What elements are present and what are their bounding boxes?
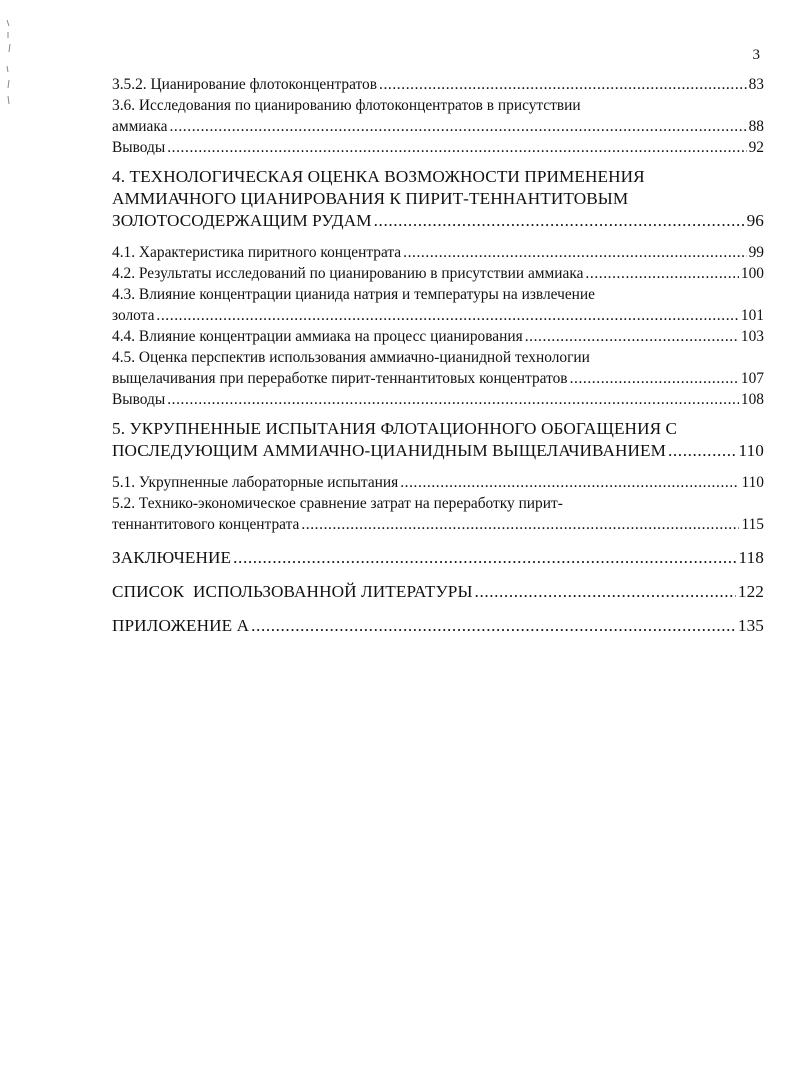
toc-entry-title-line: 3.6. Исследования по цианированию флотоконцентратов в присутствии	[112, 97, 581, 114]
toc-entry-3-6[interactable]	[112, 95, 764, 137]
toc-entry-page: 110	[741, 474, 764, 491]
toc-entry-4-5[interactable]	[112, 347, 764, 389]
toc-entry-conclusions-4[interactable]	[112, 389, 764, 410]
dot-leader	[400, 472, 739, 493]
toc-entry-title: 3.5.2. Цианирование флотоконцентратов	[112, 76, 378, 93]
toc-entry-page: 122	[737, 582, 764, 601]
dot-leader	[525, 326, 739, 347]
toc-entry-page: 100	[740, 265, 764, 282]
dot-leader	[585, 263, 738, 284]
toc-chapter-4[interactable]	[112, 166, 764, 232]
toc-entry-page: 92	[748, 139, 764, 156]
toc-entry-page: 83	[748, 76, 764, 93]
dot-leader	[403, 242, 746, 263]
toc-entry-title: Выводы	[112, 391, 166, 408]
toc-entry-page: 108	[740, 391, 764, 408]
toc-entry-title-line: 4.3. Влияние концентрации цианида натрия и температуры на извлечение	[112, 286, 595, 303]
toc-entry-page: 99	[748, 244, 764, 261]
toc-entry-title: аммиака	[112, 118, 168, 135]
toc-entry-page: 115	[741, 516, 764, 533]
dot-leader	[169, 116, 746, 137]
toc-entry-title: золота	[112, 307, 155, 324]
toc-entry-5-2[interactable]	[112, 493, 764, 535]
toc-entry-3-5-2[interactable]	[112, 74, 764, 95]
toc-entry-4-3[interactable]	[112, 284, 764, 326]
toc-entry-title: 4.4. Влияние концентрации аммиака на процесс цианирования	[112, 328, 523, 345]
toc-entry-title: 4.1. Характеристика пиритного концентрата	[112, 244, 402, 261]
dot-leader	[668, 440, 737, 462]
scan-artifact-marks	[4, 18, 12, 108]
page-number: 3	[752, 47, 760, 63]
toc-appendix-a[interactable]	[112, 615, 764, 637]
toc-entry-page: 118	[738, 548, 764, 567]
toc-chapter-5[interactable]	[112, 418, 764, 462]
toc-entry-title-line: 4.5. Оценка перспектив использования аммиачно-цианидной технологии	[112, 349, 590, 366]
toc-entry-5-1[interactable]	[112, 472, 764, 493]
toc-entry-title: теннантитового концентрата	[112, 516, 300, 533]
toc-entry-page: 96	[746, 211, 764, 230]
dot-leader	[156, 305, 739, 326]
toc-entry-4-4[interactable]	[112, 326, 764, 347]
toc-entry-4-2[interactable]	[112, 263, 764, 284]
toc-entry-title: СПИСОК ИСПОЛЬЗОВАННОЙ ЛИТЕРАТУРЫ	[112, 582, 473, 601]
toc-entry-page: 101	[740, 307, 764, 324]
toc-entry-title-line: 5.2. Технико-экономическое сравнение затрат на переработку пирит-	[112, 495, 563, 512]
dot-leader	[301, 514, 739, 535]
toc-entry-title: ПОСЛЕДУЮЩИМ АММИАЧНО-ЦИАНИДНЫМ ВЫЩЕЛАЧИВАНИЕМ	[112, 441, 666, 460]
toc-entry-4-1[interactable]	[112, 242, 764, 263]
table-of-contents	[112, 74, 764, 637]
toc-entry-page: 135	[737, 616, 764, 635]
toc-entry-title: ЗОЛОТОСОДЕРЖАЩИМ РУДАМ	[112, 211, 372, 230]
dot-leader	[570, 368, 739, 389]
toc-entry-title: ЗАКЛЮЧЕНИЕ	[112, 548, 232, 567]
dot-leader	[167, 137, 746, 158]
dot-leader	[379, 74, 747, 95]
dot-leader	[475, 581, 736, 603]
toc-entry-page: 103	[740, 328, 764, 345]
toc-entry-title-line: 4. ТЕХНОЛОГИЧЕСКАЯ ОЦЕНКА ВОЗМОЖНОСТИ ПРИМЕНЕНИЯ АММИАЧНОГО ЦИАНИРОВАНИЯ К ПИРИТ-ТЕННАНТИТОВЫМ	[112, 167, 645, 208]
dot-leader	[233, 547, 736, 569]
toc-references[interactable]	[112, 581, 764, 603]
toc-entry-title: выщелачивания при переработке пирит-теннантитовых концентратов	[112, 370, 568, 387]
toc-entry-title: 4.2. Результаты исследований по цианированию в присутствии аммиака	[112, 265, 584, 282]
toc-entry-title: 5.1. Укрупненные лабораторные испытания	[112, 474, 399, 491]
toc-entry-title-line: 5. УКРУПНЕННЫЕ ИСПЫТАНИЯ ФЛОТАЦИОННОГО ОБОГАЩЕНИЯ С	[112, 419, 678, 438]
toc-entry-conclusions-3[interactable]	[112, 137, 764, 158]
toc-entry-page: 110	[738, 441, 764, 460]
toc-conclusion[interactable]	[112, 547, 764, 569]
toc-entry-page: 88	[748, 118, 764, 135]
dot-leader	[251, 615, 736, 637]
dot-leader	[167, 389, 739, 410]
toc-entry-page: 107	[740, 370, 764, 387]
dot-leader	[374, 210, 745, 232]
toc-entry-title: Выводы	[112, 139, 166, 156]
toc-entry-title: ПРИЛОЖЕНИЕ А	[112, 616, 250, 635]
